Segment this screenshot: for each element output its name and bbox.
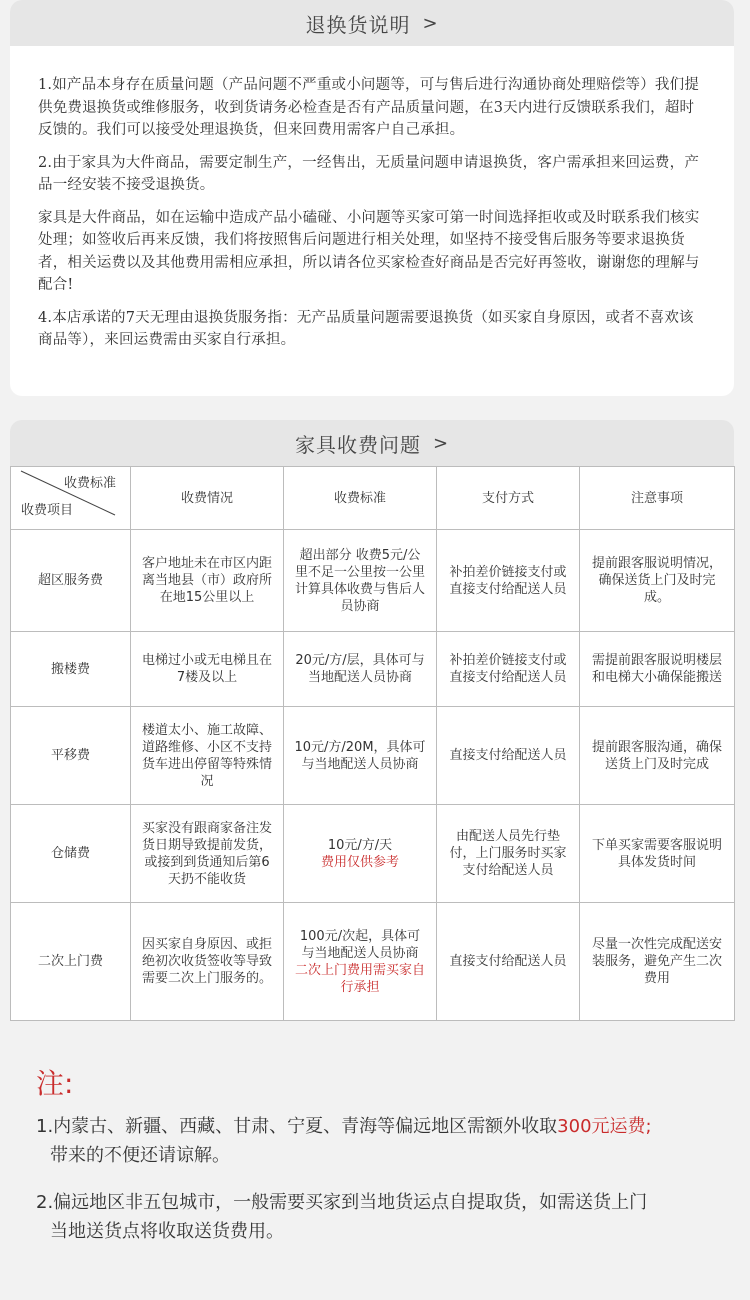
standard-text: 100元/次起，具体可与当地配送人员协商 — [299, 928, 421, 961]
returns-paragraph-1: 1.如产品本身存在质量问题（产品问题不严重或小问题等，可与售后进行沟通协商处理赔偿等）我们提供免费退换货或维修服务，收到货请务必检查是否有产品质量问题，在3天内进行反馈联系我们，超时反馈的。我们可以接受处理退换货，但来回费用需客户自己承担。 — [38, 77, 700, 138]
row-item: 平移费 — [11, 707, 131, 805]
row-standard — [284, 903, 437, 1021]
standard-text: 超出部分 收费5元/公里不足一公里按一公里计算具体收费与售后人员协商 — [294, 547, 425, 614]
table-header-row — [11, 467, 735, 530]
row-standard: 10元/方/20M，具体可与当地配送人员协商 — [284, 707, 437, 805]
returns-title: 退换货说明 — [305, 12, 411, 37]
note-continuation: 带来的不便还请谅解。 — [50, 1145, 230, 1166]
table-row — [11, 632, 735, 707]
row-note: 需提前跟客服说明楼层和电梯大小确保能搬送 — [580, 632, 735, 707]
table-row — [11, 707, 735, 805]
note-text: 2.偏远地区非五包城市，一般需要买家到当地货运点自提取货，如需送货上门 — [36, 1192, 648, 1213]
note-item — [36, 1188, 726, 1246]
row-note: 提前跟客服沟通，确保送货上门及时完成 — [580, 707, 735, 805]
row-payment: 补拍差价链接支付或直接支付给配送人员 — [437, 530, 580, 632]
table-row — [11, 805, 735, 903]
header-situation: 收费情况 — [131, 467, 284, 530]
row-payment: 直接支付给配送人员 — [437, 707, 580, 805]
table-row — [11, 903, 735, 1021]
header-payment: 支付方式 — [437, 467, 580, 530]
corner-cell — [11, 467, 131, 530]
row-payment: 补拍差价链接支付或直接支付给配送人员 — [437, 632, 580, 707]
row-standard — [284, 530, 437, 632]
row-note: 提前跟客服说明情况，确保送货上门及时完成。 — [580, 530, 735, 632]
table-row — [11, 530, 735, 632]
row-item: 仓储费 — [11, 805, 131, 903]
standard-red-text: 二次上门费用需买家自行承担 — [294, 962, 425, 995]
row-note: 下单买家需要客服说明具体发货时间 — [580, 805, 735, 903]
returns-section — [10, 0, 734, 396]
notes-section — [36, 1062, 726, 1264]
row-payment: 由配送人员先行垫付，上门服务时买家支付给配送人员 — [437, 805, 580, 903]
chevron-right-icon: > — [432, 432, 450, 454]
standard-text: 10元/方/天 — [327, 837, 393, 853]
header-standard: 收费标准 — [284, 467, 437, 530]
row-payment: 直接支付给配送人员 — [437, 903, 580, 1021]
row-situation: 客户地址未在市区内距离当地县（市）政府所在地15公里以上 — [131, 530, 284, 632]
note-item — [36, 1112, 726, 1170]
row-standard — [284, 805, 437, 903]
row-situation: 买家没有跟商家备注发货日期导致提前发货，或接到到货通知后第6天扔不能收货 — [131, 805, 284, 903]
corner-bottom-label: 收费项目 — [21, 503, 74, 518]
returns-paragraph-4: 4.本店承诺的7天无理由退换货服务指：无产品质量问题需要退换货（如买家自身原因，或者不喜欢该商品等），来回运费需由买家自行承担。 — [38, 309, 694, 348]
notes-title: 注: — [36, 1067, 74, 1100]
returns-body — [10, 46, 734, 352]
corner-top-label: 收费标准 — [63, 476, 116, 491]
note-text: 1.内蒙古、新疆、西藏、甘肃、宁夏、青海等偏远地区需额外收取 — [36, 1116, 558, 1137]
row-item: 超区服务费 — [11, 530, 131, 632]
row-situation: 电梯过小或无电梯且在7楼及以上 — [131, 632, 284, 707]
row-situation: 因买家自身原因、或拒绝初次收货签收等导致需要二次上门服务的。 — [131, 903, 284, 1021]
chevron-right-icon: > — [422, 12, 439, 34]
returns-header[interactable] — [10, 0, 734, 46]
returns-paragraph-3: 家具是大件商品，如在运输中造成产品小磕碰、小问题等买家可第一时间选择拒收或及时联系我们核实处理；如签收后再来反馈，我们将按照售后问题进行相关处理，如坚持不接受售后服务等要求退换货者，相关运费以及其他费用需相应承担，所以请各位买家检查好商品是否完好再签收，谢谢您的理解与配合! — [38, 209, 700, 293]
fees-header[interactable] — [10, 420, 734, 466]
row-standard: 20元/方/层，具体可与当地配送人员协商 — [284, 632, 437, 707]
row-situation: 楼道太小、施工故障、道路维修、小区不支持货车进出停留等特殊情况 — [131, 707, 284, 805]
note-continuation: 当地送货点将收取送货费用。 — [50, 1221, 284, 1242]
fees-table — [10, 466, 735, 1021]
header-note: 注意事项 — [580, 467, 735, 530]
row-note: 尽量一次性完成配送安装服务，避免产生二次费用 — [580, 903, 735, 1021]
standard-red-text: 费用仅供参考 — [320, 854, 399, 870]
returns-paragraph-2: 2.由于家具为大件商品，需要定制生产，一经售出，无质量问题申请退换货，客户需承担来回运费，产品一经安装不接受退换货。 — [38, 154, 700, 193]
row-item: 二次上门费 — [11, 903, 131, 1021]
note-highlight: 300元运费; — [557, 1116, 652, 1137]
fees-title: 家具收费问题 — [294, 432, 421, 457]
row-item: 搬楼费 — [11, 632, 131, 707]
